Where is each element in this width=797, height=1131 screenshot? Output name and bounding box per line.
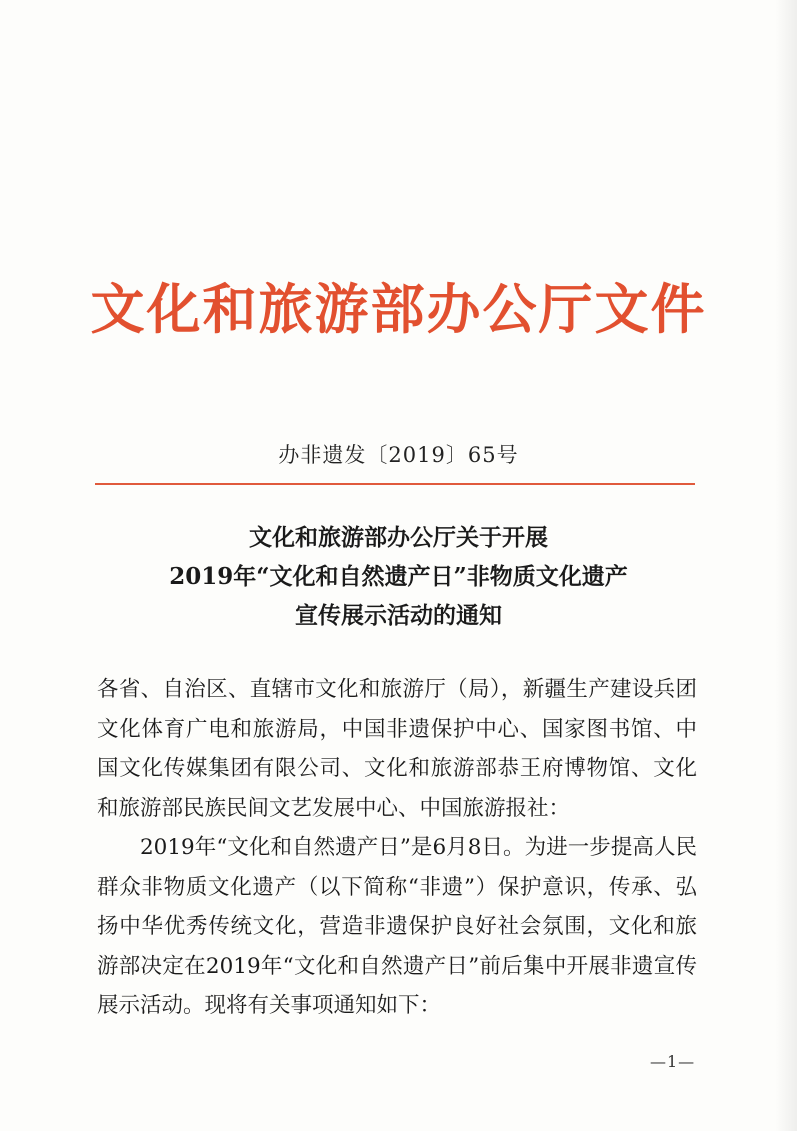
red-divider-line xyxy=(95,483,695,485)
document-body xyxy=(97,670,697,1026)
recipients-paragraph: 各省、自治区、直辖市文化和旅游厅（局），新疆生产建设兵团文化体育广电和旅游局，中国非遗保护中心、国家图书馆、中国文化传媒集团有限公司、文化和旅游部恭王府博物馆、文化和旅游部民族民间文艺发展中心、中国旅游报社： xyxy=(97,677,697,821)
document-number: 办非遗发〔2019〕65号 xyxy=(278,443,519,467)
document-title-line-1: 文化和旅游部办公厅关于开展 xyxy=(249,524,548,551)
document-title-line-3: 宣传展示活动的通知 xyxy=(295,602,502,629)
document-title-line-2: 2019年“文化和自然遗产日”非物质文化遗产 xyxy=(169,563,628,590)
body-paragraph-1: 2019年“文化和自然遗产日”是6月8日。为进一步提高人民群众非物质文化遗产（以下简称“非遗”）保护意识，传承、弘扬中华优秀传统文化，营造非遗保护良好社会氛围，文化和旅游部决定在2019年“文化和自然遗产日”前后集中开展非遗宣传展示活动。现将有关事项通知如下： xyxy=(97,835,697,1018)
page-number: —1— xyxy=(650,1052,696,1071)
issuing-authority-header: 文化和旅游部办公厅文件 xyxy=(90,277,707,341)
document-title xyxy=(0,518,797,635)
